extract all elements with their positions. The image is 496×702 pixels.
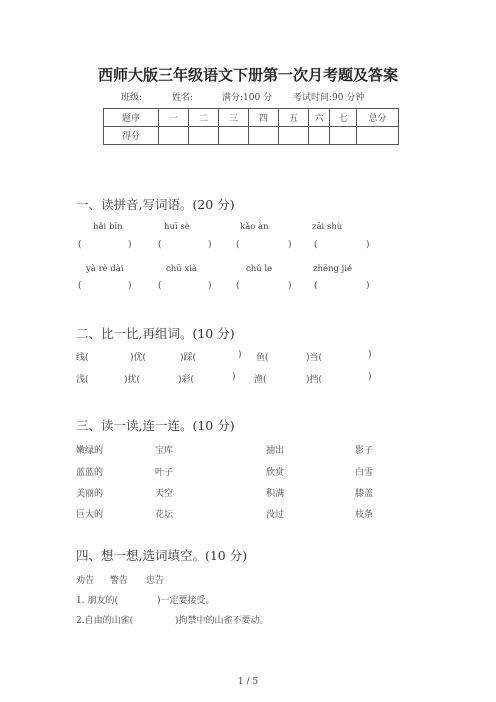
answer-paren-open: ( xyxy=(314,281,318,291)
score-cell[interactable] xyxy=(279,127,309,145)
pinyin: kǎo àn xyxy=(240,222,269,232)
pinyin: hǎi bīn xyxy=(93,222,123,232)
question-1-end: )一定要接受。 xyxy=(157,596,215,606)
score-table-header-row xyxy=(104,109,399,127)
word-item: )挡( xyxy=(306,375,323,385)
answer-paren-close: ) xyxy=(288,281,292,291)
match-word[interactable]: 宝库 xyxy=(155,446,174,456)
word-item: )扰( xyxy=(124,375,141,385)
table-cell: 五 xyxy=(279,109,309,127)
table-cell: 三 xyxy=(219,109,249,127)
word-item: ) xyxy=(232,372,236,382)
class-label: 班级: xyxy=(121,93,143,103)
answer-paren-open: ( xyxy=(78,240,82,250)
score-cell[interactable] xyxy=(357,127,399,145)
answer-paren-open: ( xyxy=(236,281,240,291)
match-word[interactable]: 蓝蓝的 xyxy=(76,468,104,478)
word-item: ) xyxy=(238,350,242,360)
score-table-score-row xyxy=(104,127,399,145)
answer-paren-close: ) xyxy=(208,240,212,250)
score-cell[interactable] xyxy=(159,127,189,145)
word-item: ) xyxy=(368,372,372,382)
word-item: 线( xyxy=(76,353,89,363)
table-cell: 总分 xyxy=(357,109,399,127)
question-2-start: 2.自由的山雀( xyxy=(76,616,134,626)
table-cell: 一 xyxy=(159,109,189,127)
table-cell: 四 xyxy=(249,109,279,127)
section3-heading: 三、读一读,连一连。(10 分) xyxy=(76,418,235,433)
exam-time: 考试时间:90 分钟 xyxy=(293,93,365,103)
match-word[interactable]: 巨大的 xyxy=(76,510,104,520)
name-label: 姓名: xyxy=(172,93,194,103)
answer-paren-close: ) xyxy=(128,281,132,291)
match-word[interactable]: 白雪 xyxy=(355,468,374,478)
choice-word: 劝告 xyxy=(76,576,95,586)
word-item: )当( xyxy=(306,353,323,363)
word-item: 渔( xyxy=(254,375,267,385)
match-word[interactable]: 美丽的 xyxy=(76,489,104,499)
table-cell: 二 xyxy=(189,109,219,127)
answer-paren-open: ( xyxy=(236,240,240,250)
match-word[interactable]: 枝条 xyxy=(355,510,374,520)
section2-heading: 二、比一比,再组词。(10 分) xyxy=(76,326,235,341)
score-cell[interactable] xyxy=(330,127,357,145)
page-number: 1 / 5 xyxy=(237,677,259,687)
score-cell[interactable] xyxy=(249,127,279,145)
table-cell: 六 xyxy=(309,109,330,127)
score-cell[interactable] xyxy=(309,127,330,145)
table-cell: 题序 xyxy=(104,109,159,127)
answer-paren-close: ) xyxy=(366,240,370,250)
match-word[interactable]: 积满 xyxy=(266,489,285,499)
match-word[interactable]: 花坛 xyxy=(155,510,174,520)
section1-heading: 一、读拼音,写词语。(20 分) xyxy=(76,197,235,212)
answer-paren-open: ( xyxy=(78,281,82,291)
section4-heading: 四、想一想,选词填空。(10 分) xyxy=(76,548,248,563)
word-item: )优( xyxy=(130,353,147,363)
pinyin: huī sè xyxy=(164,222,190,232)
match-word[interactable]: 影子 xyxy=(355,446,374,456)
answer-paren-close: ) xyxy=(366,281,370,291)
answer-paren-open: ( xyxy=(158,281,162,291)
pinyin: zāi shù xyxy=(312,222,343,232)
answer-paren-close: ) xyxy=(288,240,292,250)
question-1-start: 1. 朋友的( xyxy=(76,596,118,606)
pinyin: zhēng jié xyxy=(313,264,352,274)
word-item: 鱼( xyxy=(256,353,269,363)
score-cell[interactable] xyxy=(189,127,219,145)
match-word[interactable]: 叶子 xyxy=(155,468,174,478)
word-item: )踩( xyxy=(180,353,197,363)
pinyin: yà rè dài xyxy=(86,264,124,274)
match-word[interactable]: 嫩绿的 xyxy=(76,446,104,456)
word-item: )彩( xyxy=(178,375,195,385)
match-word[interactable]: 欣赏 xyxy=(266,468,285,478)
question-2-end: )拘禁中的山雀不要动。 xyxy=(175,616,269,626)
table-cell: 七 xyxy=(330,109,357,127)
match-word[interactable]: 没过 xyxy=(266,510,285,520)
pinyin: chú le xyxy=(246,264,273,274)
page-title: 西师大版三年级语文下册第一次月考题及答案 xyxy=(97,66,398,84)
full-score: 满分:100 分 xyxy=(222,93,273,103)
word-item: 浅( xyxy=(76,375,89,385)
table-cell: 得分 xyxy=(104,127,159,145)
score-cell[interactable] xyxy=(219,127,249,145)
match-word[interactable]: 膝盖 xyxy=(355,489,374,499)
answer-paren-close: ) xyxy=(208,281,212,291)
word-item: ) xyxy=(368,350,372,360)
answer-paren-open: ( xyxy=(314,240,318,250)
choice-word: 忠告 xyxy=(146,576,165,586)
choice-word: 警告 xyxy=(110,576,129,586)
answer-paren-open: ( xyxy=(158,240,162,250)
answer-paren-close: ) xyxy=(128,240,132,250)
match-word[interactable]: 抽出 xyxy=(266,446,285,456)
score-table xyxy=(103,108,399,145)
pinyin: chū xià xyxy=(166,264,197,274)
match-word[interactable]: 天空 xyxy=(155,489,174,499)
